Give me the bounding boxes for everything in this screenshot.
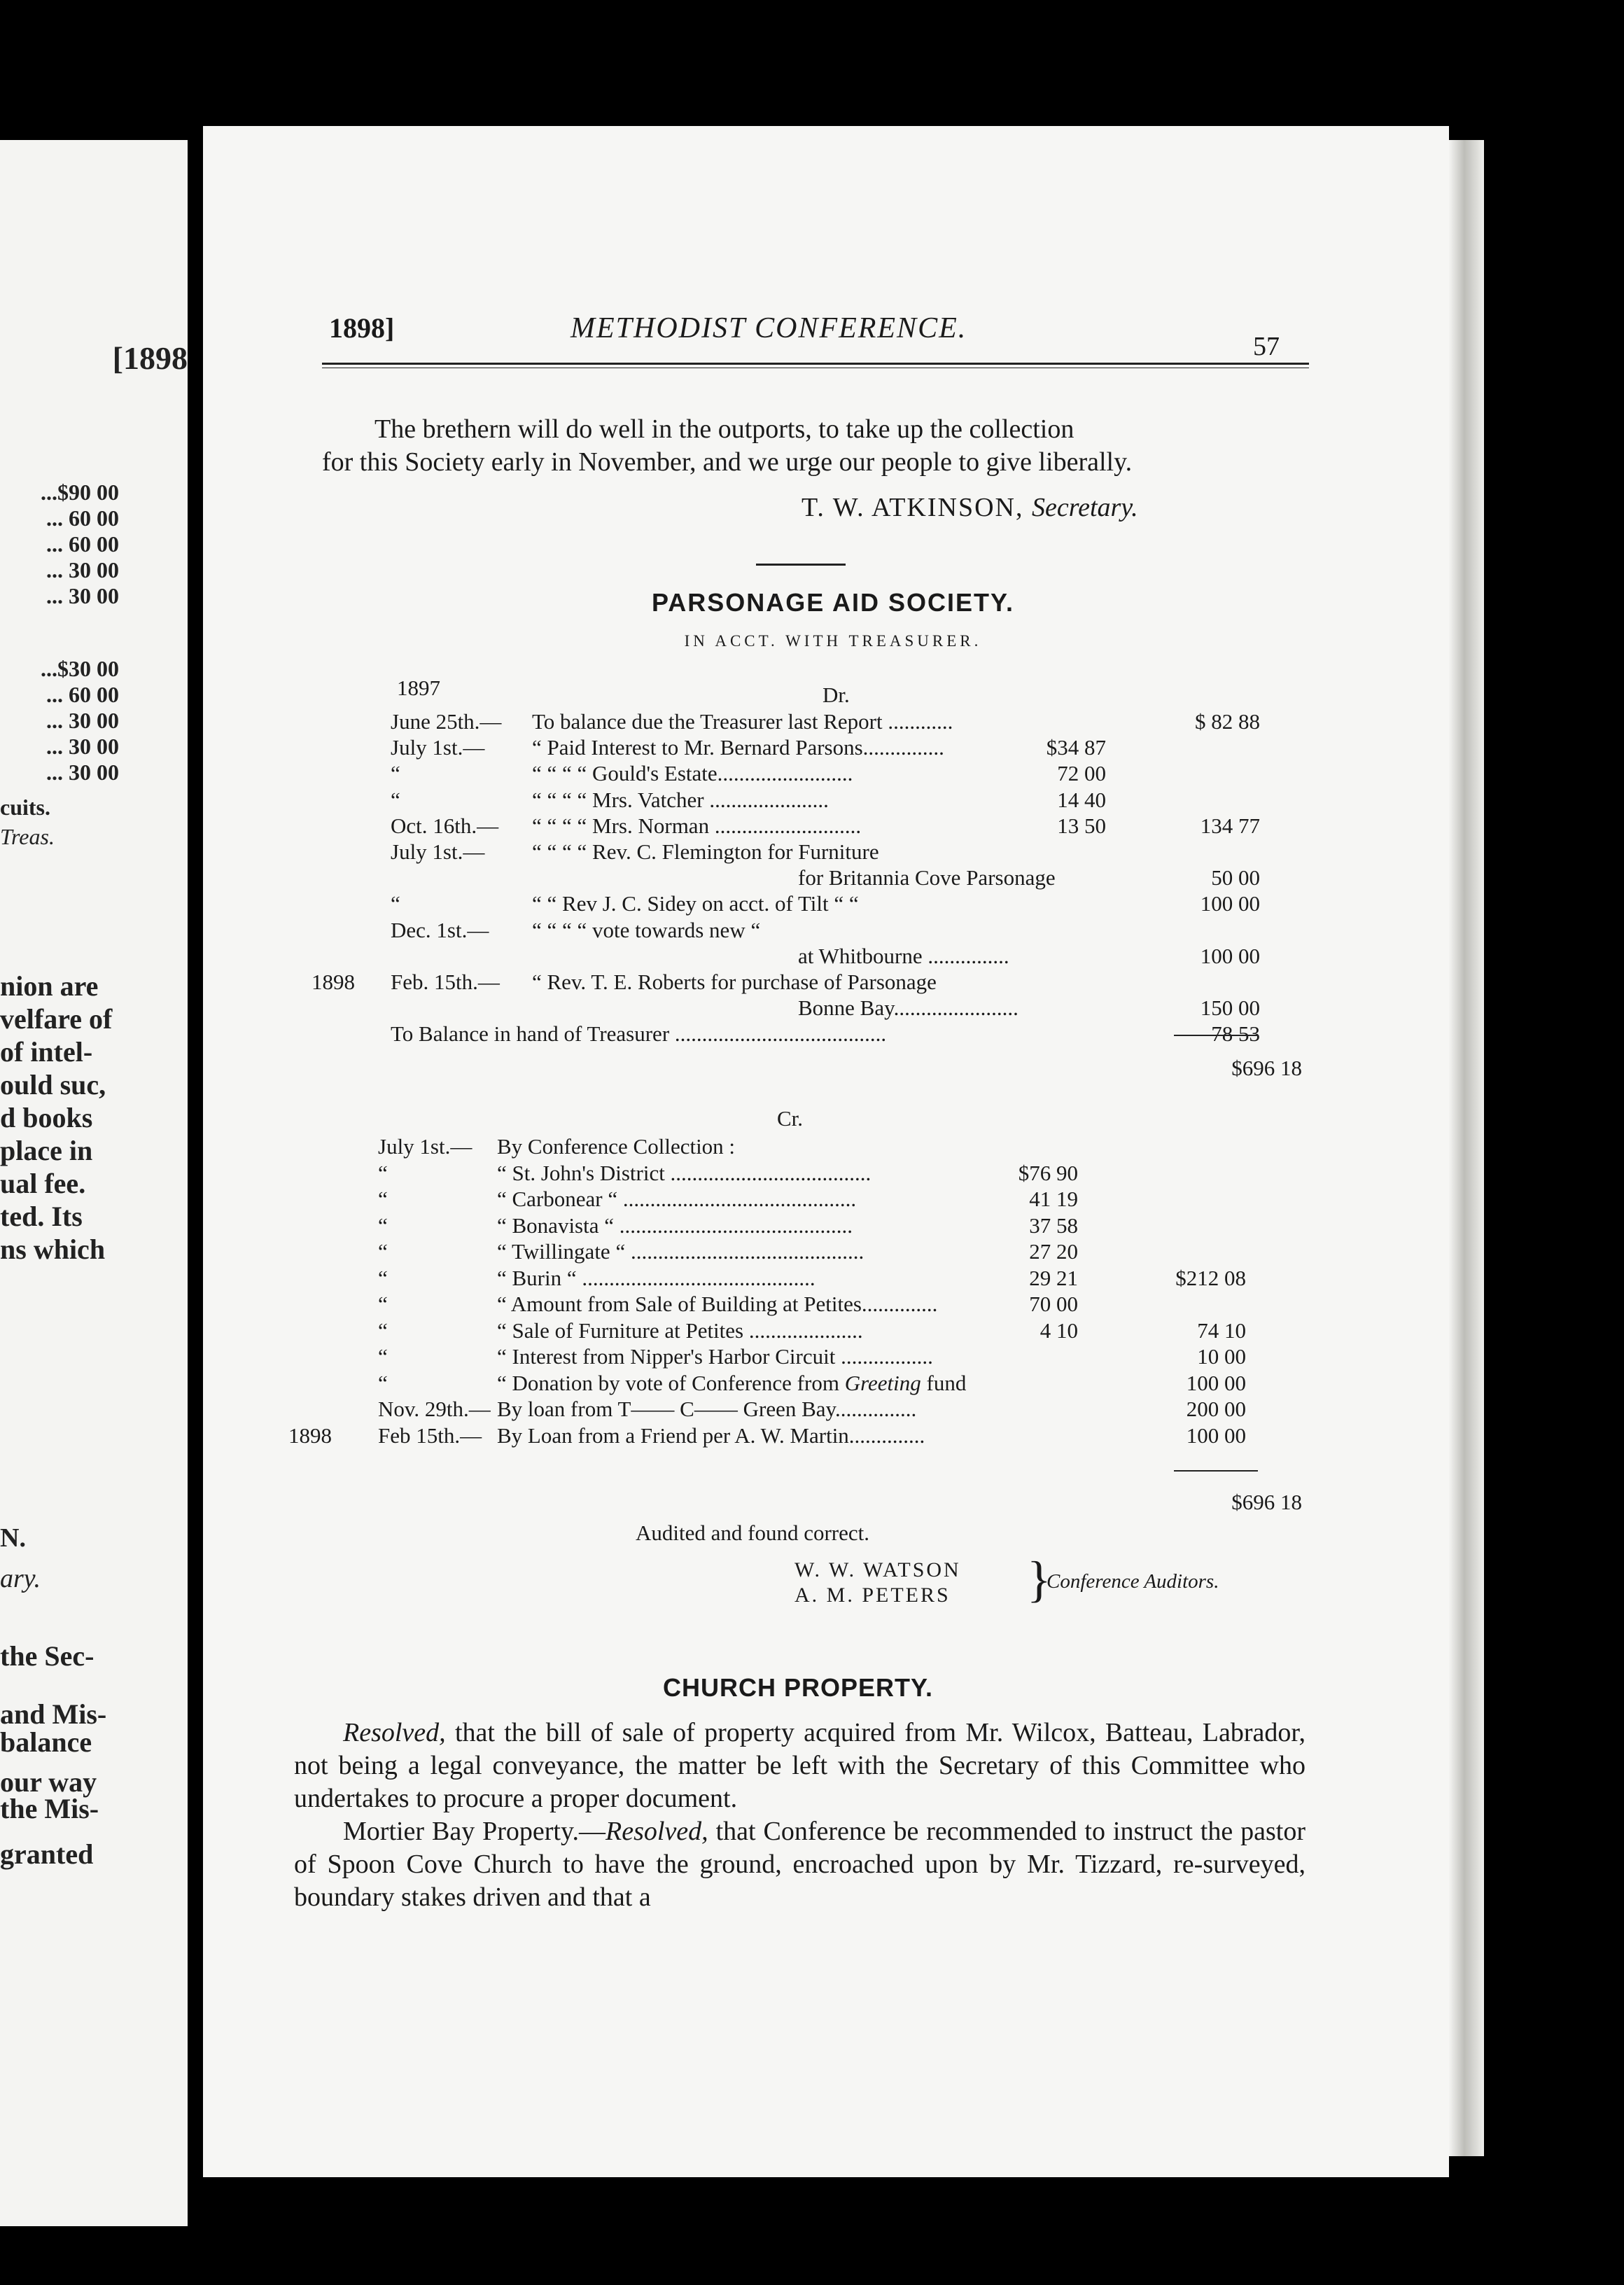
intro-paragraph <box>322 413 1309 479</box>
previous-page-strip <box>0 140 188 2226</box>
ledger-entry: “ “ “ “ Gould's Estate......................... <box>532 761 853 786</box>
fragments_b-line: place in <box>0 1135 93 1166</box>
debit-label: Dr. <box>822 683 850 707</box>
ledger-entry: To balance due the Treasurer last Report ............ <box>532 709 953 734</box>
paragraph-segment: that the bill of sale of property acquired from Mr. Wilcox, Batteau, Labrador, not being a legal conveyance, the matter be left with the Secretary of this Committee who undertakes to procure a proper document. <box>294 1718 1306 1813</box>
intro-line-2: for this Society early in November, and we urge our people to give liberally. <box>322 447 1133 477</box>
ledger-entry: “ St. John's District ..................................... <box>497 1160 872 1185</box>
credit-total-rule <box>1174 1470 1258 1472</box>
ledger-date: “ <box>378 1265 388 1290</box>
ledger-total: 100 00 <box>1200 943 1260 968</box>
church-property-heading: CHURCH PROPERTY. <box>662 1673 934 1702</box>
ledger-subamount: 27 20 <box>1029 1239 1078 1264</box>
auditors-brace: } <box>1027 1551 1051 1607</box>
fragments_d-line: and Mis- <box>0 1698 107 1730</box>
ledger-year-1897: 1897 <box>397 676 440 700</box>
fragments_a-line: Treas. <box>0 824 55 849</box>
ledger-date: “ <box>378 1318 388 1343</box>
fragments_b-line: ual fee. <box>0 1168 86 1199</box>
ledger-subamount: 72 00 <box>1057 761 1106 786</box>
ledger-total: 200 00 <box>1186 1397 1246 1421</box>
ledger-entry: “ “ “ “ Rev. C. Flemington for Furniture <box>532 839 879 864</box>
fragments_b-line: d books <box>0 1102 93 1133</box>
previous-page-amount: ... 30 00 <box>46 583 119 608</box>
ledger-entry: By Conference Collection : <box>497 1134 736 1159</box>
ledger-date: July 1st.— <box>378 1134 472 1159</box>
credit-total: $696 18 <box>1231 1490 1302 1514</box>
ledger-entry: By loan from T—— C—— Green Bay............... <box>497 1397 917 1421</box>
ledger-total: $ 82 88 <box>1195 709 1260 734</box>
ledger-entry: “ Donation by vote of Conference from Greeting fund <box>497 1370 967 1395</box>
ledger-subamount: $76 90 <box>1018 1160 1078 1185</box>
greeting-fund-name: Greeting <box>844 1370 921 1395</box>
ledger-entry: “ Twillingate “ ........................................... <box>497 1239 864 1264</box>
ledger-date: “ <box>378 1370 388 1395</box>
fragments_d-line: granted <box>0 1838 94 1870</box>
audited-statement: Audited and found correct. <box>636 1521 869 1545</box>
ledger-total: $212 08 <box>1175 1265 1246 1290</box>
ledger-entry: By Loan from a Friend per A. W. Martin.............. <box>497 1423 925 1448</box>
church-property-paragraph-2 <box>294 1815 1306 1914</box>
ledger-total: 10 00 <box>1197 1344 1246 1369</box>
ledger-year: 1898 <box>312 970 355 994</box>
secretary-signature <box>802 492 1138 523</box>
previous-page-amount: ... 30 00 <box>46 708 119 733</box>
header-rule <box>322 363 1309 368</box>
ledger-subamount: 13 50 <box>1057 813 1106 838</box>
ledger-date: “ <box>378 1187 388 1211</box>
ledger-total: 100 00 <box>1200 891 1260 916</box>
ledger-year: 1898 <box>288 1423 332 1448</box>
fragments_b-line: ould suc, <box>0 1069 106 1100</box>
church-property-text <box>294 1717 1306 1914</box>
auditors-label: Conference Auditors. <box>1046 1570 1219 1593</box>
previous-page-amount: ... 60 00 <box>46 505 119 531</box>
previous-page-amount: ...$90 00 <box>41 480 119 505</box>
ledger-entry: “ “ “ “ Mrs. Norman ........................... <box>532 813 862 838</box>
debit-total: $696 18 <box>1231 1056 1302 1080</box>
fragments_c-line: N. <box>0 1523 26 1553</box>
ledger-total: 134 77 <box>1200 813 1260 838</box>
ledger-subamount: 37 58 <box>1029 1213 1078 1238</box>
ledger-subamount: 70 00 <box>1029 1292 1078 1316</box>
ledger-date: “ <box>378 1292 388 1316</box>
book-page <box>203 126 1449 2177</box>
secretary-title: Secretary. <box>1032 493 1138 522</box>
ledger-entry: “ Burin “ ........................................... <box>497 1265 816 1290</box>
secretary-name: T. W. ATKINSON, <box>802 493 1024 522</box>
previous-page-amount: ... 60 00 <box>46 531 119 557</box>
ledger-date: July 1st.— <box>391 735 485 760</box>
ledger-date: “ <box>391 761 400 786</box>
fragments_b-line: nion are <box>0 970 99 1002</box>
parsonage-subheading: IN ACCT. WITH TREASURER. <box>684 632 982 650</box>
ledger-entry: “ “ “ “ vote towards new “ <box>532 917 761 942</box>
ledger-subamount: 29 21 <box>1029 1265 1078 1290</box>
ledger-entry: “ “ “ “ Mrs. Vatcher ...................... <box>532 787 829 812</box>
running-head-year: 1898] <box>329 312 395 344</box>
paragraph-segment: Resolved, <box>606 1817 708 1846</box>
paragraph-segment: Resolved, <box>343 1718 446 1747</box>
previous-page-amount: ... 30 00 <box>46 734 119 759</box>
ledger-date: “ <box>391 891 400 916</box>
ledger-entry: To Balance in hand of Treasurer ....................................... <box>391 1021 887 1047</box>
ledger-total: 74 10 <box>1197 1318 1246 1343</box>
ledger-entry: “ Amount from Sale of Building at Petites.............. <box>497 1292 938 1316</box>
ledger-entry: “ Bonavista “ ........................................... <box>497 1213 853 1238</box>
ledger-total: 150 00 <box>1200 995 1260 1021</box>
previous-page-amount: ... 60 00 <box>46 682 119 707</box>
ledger-entry: “ Sale of Furniture at Petites ..................... <box>497 1318 863 1343</box>
fragments_c-line: ary. <box>0 1564 41 1593</box>
ledger-date: July 1st.— <box>391 839 485 864</box>
parsonage-heading: PARSONAGE AID SOCIETY. <box>651 588 1015 617</box>
ledger-date: Dec. 1st.— <box>391 917 489 942</box>
ledger-total: 50 00 <box>1211 865 1260 890</box>
auditor-names <box>794 1558 961 1608</box>
fragments_b-line: ns which <box>0 1234 106 1265</box>
ledger-entry: “ “ Rev J. C. Sidey on acct. of Tilt “ “ <box>532 891 859 916</box>
ledger-total: 100 00 <box>1186 1370 1246 1395</box>
ledger-date: Feb. 15th.— <box>391 970 500 994</box>
credit-label: Cr. <box>777 1106 804 1131</box>
ledger-entry: “ Rev. T. E. Roberts for purchase of Parsonage <box>532 970 937 994</box>
auditor-watson: W. W. WATSON <box>794 1558 961 1581</box>
fragments_d-line: the Sec- <box>0 1640 94 1672</box>
ledger-entry: “ Carbonear “ ........................................... <box>497 1187 857 1211</box>
debit-total-rule <box>1174 1035 1258 1036</box>
ledger-date: “ <box>378 1344 388 1369</box>
previous-page-header: [1898 <box>112 340 188 376</box>
intro-line-1: The brethern will do well in the outports, to take up the collection <box>374 414 1074 444</box>
ledger-date: “ <box>378 1160 388 1185</box>
church-property-paragraph-1 <box>294 1717 1306 1815</box>
ledger-entry: “ Paid Interest to Mr. Bernard Parsons............... <box>532 735 944 760</box>
fragments_b-line: ted. Its <box>0 1201 83 1232</box>
ledger-entry: Bonne Bay....................... <box>798 995 1018 1021</box>
fragments_b-line: velfare of <box>0 1003 113 1035</box>
running-head-title: METHODIST CONFERENCE. <box>570 312 967 344</box>
ledger-subamount: 41 19 <box>1029 1187 1078 1211</box>
ledger-total: 78 53 <box>1211 1021 1260 1047</box>
ledger-subamount: $34 87 <box>1046 735 1106 760</box>
ledger-date: “ <box>391 787 400 812</box>
ledger-total: 100 00 <box>1186 1423 1246 1448</box>
page-number: 57 <box>1253 332 1280 361</box>
ledger-subamount: 4 10 <box>1040 1318 1078 1343</box>
ledger-entry: “ Interest from Nipper's Harbor Circuit ................. <box>497 1344 933 1369</box>
ledger-date: June 25th.— <box>391 709 502 734</box>
previous-page-amount: ... 30 00 <box>46 557 119 582</box>
paragraph-segment: that Conference be recommended to instruct the pastor of Spoon Cove Church to have the ground, encroached upon by Mr. Tizzard, re-surveyed, boundary stakes driven and that a <box>294 1817 1306 1912</box>
ledger-date: Oct. 16th.— <box>391 813 499 838</box>
ledger-date: “ <box>378 1213 388 1238</box>
ledger-date: Feb 15th.— <box>378 1423 482 1448</box>
ledger-entry: for Britannia Cove Parsonage <box>798 865 1056 890</box>
fragments_b-line: of intel- <box>0 1036 93 1068</box>
ledger-subamount: 14 40 <box>1057 787 1106 812</box>
previous-page-amount: ...$30 00 <box>41 656 119 681</box>
fragments_d-line: balance <box>0 1726 92 1758</box>
fragments_d-line: our way <box>0 1766 97 1798</box>
ledger-date: Nov. 29th.— <box>378 1397 491 1421</box>
auditor-peters: A. M. PETERS <box>794 1584 951 1607</box>
ledger-entry: at Whitbourne ............... <box>798 943 1009 968</box>
previous-page-amount: ... 30 00 <box>46 760 119 785</box>
section-divider <box>756 564 846 566</box>
paragraph-segment: Mortier Bay Property.— <box>343 1817 606 1846</box>
ledger-date: “ <box>378 1239 388 1264</box>
fragments_d-line: the Mis- <box>0 1793 99 1824</box>
fragments_a-line: cuits. <box>0 795 50 820</box>
